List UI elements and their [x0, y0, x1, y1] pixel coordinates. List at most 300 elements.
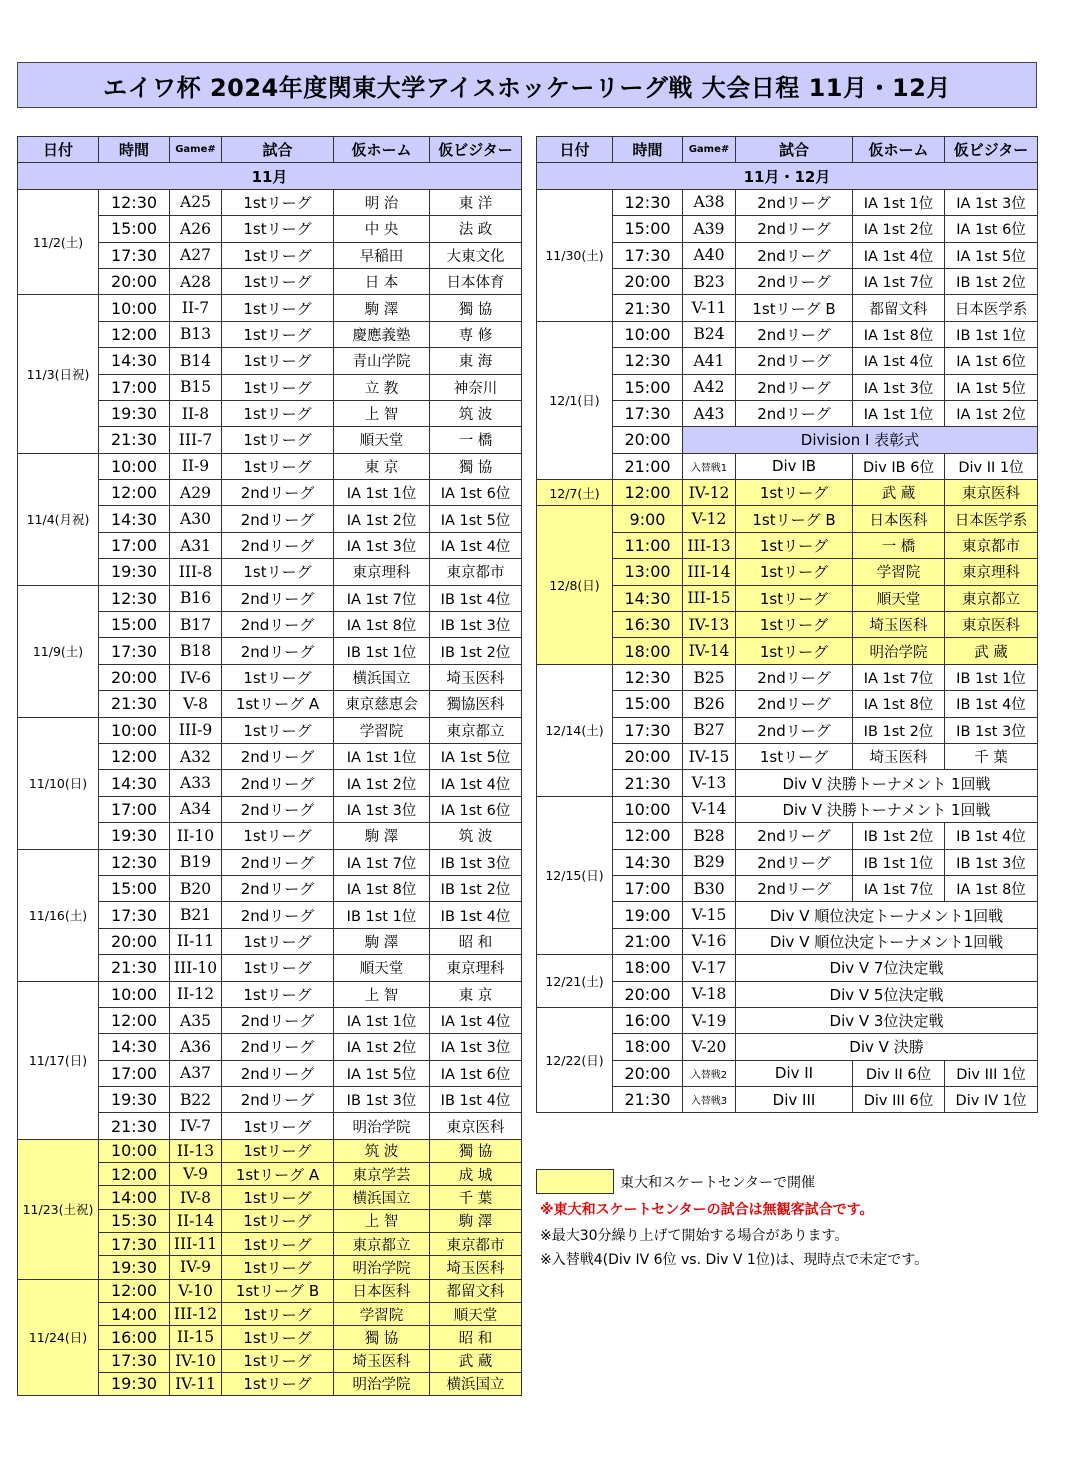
home-team-cell: 慶應義塾 — [334, 321, 430, 347]
time-cell: 16:00 — [99, 1326, 170, 1349]
match-cell: 1stリーグ — [736, 638, 853, 664]
match-cell: 2ndリーグ — [222, 743, 334, 769]
game-number-cell: IV-13 — [683, 612, 736, 638]
home-team-cell: 駒 澤 — [334, 928, 430, 954]
event-cell: Div V 順位決定トーナメント1回戦 — [736, 928, 1038, 954]
date-cell: 12/1(日) — [537, 321, 613, 479]
match-cell: 1stリーグ A — [222, 1163, 334, 1186]
visitor-team-cell: 日本体育 — [430, 268, 522, 294]
game-number-cell: II-10 — [170, 823, 222, 849]
match-cell: 2ndリーグ — [222, 849, 334, 875]
visitor-team-cell: IB 1st 4位 — [430, 1087, 522, 1113]
header-visitor: 仮ビジター — [430, 137, 522, 163]
match-cell: 2ndリーグ — [222, 612, 334, 638]
visitor-team-cell: 駒 澤 — [430, 1209, 522, 1232]
visitor-team-cell: 成 城 — [430, 1163, 522, 1186]
game-number-cell: B29 — [683, 849, 736, 875]
home-team-cell: 青山学院 — [334, 348, 430, 374]
match-cell: 2ndリーグ — [222, 1034, 334, 1060]
game-number-cell: A28 — [170, 268, 222, 294]
visitor-team-cell: 東 洋 — [430, 189, 522, 215]
visitor-team-cell: 順天堂 — [430, 1302, 522, 1325]
time-cell: 21:30 — [613, 1087, 683, 1113]
home-team-cell: IA 1st 7位 — [334, 585, 430, 611]
home-team-cell: IA 1st 4位 — [853, 242, 945, 268]
time-cell: 19:30 — [99, 559, 170, 585]
home-team-cell: IA 1st 7位 — [853, 664, 945, 690]
time-cell: 17:00 — [613, 875, 683, 901]
home-team-cell: 東京都立 — [334, 1233, 430, 1256]
match-cell: 1stリーグ — [222, 1186, 334, 1209]
time-cell: 21:30 — [99, 691, 170, 717]
game-number-cell: III-9 — [170, 717, 222, 743]
match-cell: 1stリーグ — [222, 242, 334, 268]
game-number-cell: V-17 — [683, 955, 736, 981]
home-team-cell: 順天堂 — [334, 955, 430, 981]
match-cell: 2ndリーグ — [222, 770, 334, 796]
home-team-cell: IB 1st 3位 — [334, 1087, 430, 1113]
time-cell: 9:00 — [613, 506, 683, 532]
game-number-cell: B25 — [683, 664, 736, 690]
match-cell: 1stリーグ — [736, 532, 853, 558]
game-number-cell: A37 — [170, 1060, 222, 1086]
date-cell: 12/22(日) — [537, 1007, 613, 1113]
time-cell: 14:00 — [99, 1186, 170, 1209]
game-number-cell: B15 — [170, 374, 222, 400]
match-cell: 1stリーグ — [222, 955, 334, 981]
home-team-cell: 駒 澤 — [334, 823, 430, 849]
match-cell: 1stリーグ — [222, 559, 334, 585]
time-cell: 14:30 — [99, 506, 170, 532]
game-number-cell: A36 — [170, 1034, 222, 1060]
match-cell: 2ndリーグ — [222, 902, 334, 928]
game-number-cell: IV-14 — [683, 638, 736, 664]
visitor-team-cell: IA 1st 6位 — [430, 796, 522, 822]
match-cell: 1stリーグ B — [736, 506, 853, 532]
schedule-row — [537, 242, 1038, 268]
event-cell: Div V 順位決定トーナメント1回戦 — [736, 902, 1038, 928]
time-cell: 18:00 — [613, 638, 683, 664]
match-cell: 1stリーグ — [736, 480, 853, 506]
visitor-team-cell: IA 1st 2位 — [945, 400, 1038, 426]
visitor-team-cell: 埼玉医科 — [430, 1256, 522, 1279]
time-cell: 20:00 — [613, 268, 683, 294]
match-cell: 2ndリーグ — [736, 242, 853, 268]
game-number-cell: B20 — [170, 875, 222, 901]
time-cell: 18:00 — [613, 1034, 683, 1060]
match-cell: Div III — [736, 1087, 853, 1113]
month-row — [537, 163, 1038, 189]
match-cell: 1stリーグ — [222, 1256, 334, 1279]
schedule-row — [18, 981, 522, 1007]
game-number-cell: B21 — [170, 902, 222, 928]
match-cell: 1stリーグ — [222, 1372, 334, 1395]
date-cell: 11/23(土祝) — [18, 1139, 99, 1279]
time-cell: 14:00 — [99, 1302, 170, 1325]
date-cell: 11/16(土) — [18, 849, 99, 981]
time-cell: 15:00 — [613, 374, 683, 400]
header-game: Game# — [170, 137, 222, 163]
match-cell: 1stリーグ — [222, 427, 334, 453]
visitor-team-cell: 千 葉 — [945, 743, 1038, 769]
home-team-cell: 筑 波 — [334, 1139, 430, 1162]
visitor-team-cell: IA 1st 5位 — [945, 242, 1038, 268]
time-cell: 10:00 — [99, 295, 170, 321]
game-number-cell: II-12 — [170, 981, 222, 1007]
game-number-cell: III-8 — [170, 559, 222, 585]
month-label: 11月 — [18, 163, 522, 189]
match-cell: 1stリーグ — [222, 374, 334, 400]
game-number-cell: B28 — [683, 823, 736, 849]
home-team-cell: 明治学院 — [334, 1113, 430, 1139]
time-cell: 21:30 — [613, 770, 683, 796]
event-cell: Div V 決勝 — [736, 1034, 1038, 1060]
game-number-cell: IV-6 — [170, 664, 222, 690]
visitor-team-cell: 獨 協 — [430, 453, 522, 479]
visitor-team-cell: IA 1st 6位 — [430, 1060, 522, 1086]
time-cell: 10:00 — [99, 717, 170, 743]
match-cell: 1stリーグ — [222, 1349, 334, 1372]
game-number-cell: A35 — [170, 1007, 222, 1033]
home-team-cell: 明 治 — [334, 189, 430, 215]
time-cell: 12:30 — [613, 348, 683, 374]
visitor-team-cell: IB 1st 3位 — [430, 612, 522, 638]
time-cell: 19:30 — [99, 1256, 170, 1279]
visitor-team-cell: 東京理科 — [430, 955, 522, 981]
time-cell: 13:00 — [613, 559, 683, 585]
visitor-team-cell: 武 蔵 — [945, 638, 1038, 664]
schedule-row — [537, 321, 1038, 347]
header-row — [537, 137, 1038, 163]
visitor-team-cell: 東京理科 — [945, 559, 1038, 585]
home-team-cell: IA 1st 2位 — [334, 1034, 430, 1060]
visitor-team-cell: 一 橋 — [430, 427, 522, 453]
home-team-cell: IA 1st 4位 — [853, 348, 945, 374]
time-cell: 17:30 — [99, 1349, 170, 1372]
game-number-cell: B22 — [170, 1087, 222, 1113]
time-cell: 17:30 — [99, 638, 170, 664]
time-cell: 12:30 — [99, 189, 170, 215]
time-cell: 12:00 — [99, 480, 170, 506]
visitor-team-cell: Div IV 1位 — [945, 1087, 1038, 1113]
time-cell: 14:30 — [99, 770, 170, 796]
visitor-team-cell: 東京医科 — [945, 480, 1038, 506]
header-date: 日付 — [537, 137, 613, 163]
visitor-team-cell: IB 1st 4位 — [945, 691, 1038, 717]
time-cell: 12:00 — [99, 1163, 170, 1186]
visitor-team-cell: IA 1st 5位 — [945, 374, 1038, 400]
no-spectators-note: ※東大和スケートセンターの試合は無観客試合です。 — [540, 1202, 874, 1218]
match-cell: 2ndリーグ — [736, 849, 853, 875]
time-cell: 19:30 — [99, 400, 170, 426]
home-team-cell: 一 橋 — [853, 532, 945, 558]
header-home: 仮ホーム — [853, 137, 945, 163]
match-cell: 2ndリーグ — [736, 189, 853, 215]
home-team-cell: 明治学院 — [334, 1256, 430, 1279]
game-number-cell: III-7 — [170, 427, 222, 453]
date-cell: 11/10(日) — [18, 717, 99, 849]
game-number-cell: A41 — [683, 348, 736, 374]
home-team-cell: 早稲田 — [334, 242, 430, 268]
schedule-row — [537, 559, 1038, 585]
match-cell: 1stリーグ B — [736, 295, 853, 321]
time-cell: 17:30 — [99, 1233, 170, 1256]
undecided-note: ※入替戦4(Div IV 6位 vs. Div V 1位)は、現時点で未定です。 — [540, 1252, 929, 1268]
schedule-row — [537, 189, 1038, 215]
match-cell: 1stリーグ — [222, 1302, 334, 1325]
visitor-team-cell: 日本医学系 — [945, 506, 1038, 532]
visitor-team-cell: 獨協医科 — [430, 691, 522, 717]
time-cell: 20:00 — [613, 981, 683, 1007]
match-cell: 1stリーグ — [222, 1326, 334, 1349]
time-cell: 15:00 — [613, 691, 683, 717]
game-number-cell: A29 — [170, 480, 222, 506]
home-team-cell: IA 1st 2位 — [334, 506, 430, 532]
time-cell: 12:00 — [99, 1007, 170, 1033]
game-number-cell: III-15 — [683, 585, 736, 611]
match-cell: 1stリーグ — [222, 1233, 334, 1256]
time-cell: 10:00 — [99, 981, 170, 1007]
home-team-cell: IA 1st 7位 — [853, 268, 945, 294]
visitor-team-cell: 獨 協 — [430, 295, 522, 321]
time-cell: 15:30 — [99, 1209, 170, 1232]
match-cell: 1stリーグ — [222, 981, 334, 1007]
game-number-cell: A34 — [170, 796, 222, 822]
schedule-row — [537, 532, 1038, 558]
visitor-team-cell: IB 1st 4位 — [430, 585, 522, 611]
game-number-cell: B27 — [683, 717, 736, 743]
schedule-row — [537, 348, 1038, 374]
game-number-cell: V-19 — [683, 1007, 736, 1033]
home-team-cell: IA 1st 1位 — [334, 743, 430, 769]
match-cell: 1stリーグ — [222, 717, 334, 743]
game-number-cell: V-13 — [683, 770, 736, 796]
time-cell: 12:00 — [613, 823, 683, 849]
time-cell: 17:30 — [613, 242, 683, 268]
visitor-team-cell: IB 1st 4位 — [945, 823, 1038, 849]
game-number-cell: A38 — [683, 189, 736, 215]
month-label: 11月・12月 — [537, 163, 1038, 189]
home-team-cell: IA 1st 3位 — [334, 796, 430, 822]
home-team-cell: 東京理科 — [334, 559, 430, 585]
time-cell: 12:30 — [613, 189, 683, 215]
game-number-cell: A33 — [170, 770, 222, 796]
home-team-cell: IA 1st 3位 — [334, 532, 430, 558]
game-number-cell: B24 — [683, 321, 736, 347]
schedule-row — [18, 717, 522, 743]
schedule-row — [537, 796, 1038, 822]
schedule-row — [537, 1034, 1038, 1060]
time-cell: 19:30 — [99, 823, 170, 849]
time-cell: 18:00 — [613, 955, 683, 981]
game-number-cell: IV-9 — [170, 1256, 222, 1279]
home-team-cell: 埼玉医科 — [334, 1349, 430, 1372]
home-team-cell: IA 1st 1位 — [334, 480, 430, 506]
visitor-team-cell: IB 1st 2位 — [430, 638, 522, 664]
schedule-row — [537, 955, 1038, 981]
match-cell: 2ndリーグ — [222, 1007, 334, 1033]
game-number-cell: B13 — [170, 321, 222, 347]
award-cell: Division I 表彰式 — [683, 427, 1038, 453]
match-cell: 1stリーグ — [222, 216, 334, 242]
game-number-cell: II-8 — [170, 400, 222, 426]
date-cell: 11/30(土) — [537, 189, 613, 321]
match-cell: 1stリーグ — [736, 585, 853, 611]
match-cell: 2ndリーグ — [736, 268, 853, 294]
game-number-cell: A31 — [170, 532, 222, 558]
match-cell: 2ndリーグ — [222, 875, 334, 901]
match-cell: 1stリーグ — [222, 295, 334, 321]
time-cell: 19:30 — [99, 1087, 170, 1113]
home-team-cell: 上 智 — [334, 981, 430, 1007]
time-cell: 17:00 — [99, 374, 170, 400]
home-team-cell: 上 智 — [334, 1209, 430, 1232]
match-cell: 2ndリーグ — [736, 400, 853, 426]
schedule-row — [537, 638, 1038, 664]
match-cell: 1stリーグ — [222, 1139, 334, 1162]
home-team-cell: IA 1st 3位 — [853, 374, 945, 400]
schedule-row — [537, 506, 1038, 532]
header-row — [18, 137, 522, 163]
home-team-cell: 順天堂 — [334, 427, 430, 453]
visitor-team-cell: 専 修 — [430, 321, 522, 347]
match-cell: 2ndリーグ — [222, 796, 334, 822]
game-number-cell: II-15 — [170, 1326, 222, 1349]
game-number-cell: V-9 — [170, 1163, 222, 1186]
date-cell: 11/3(日祝) — [18, 295, 99, 453]
event-cell: Div V 決勝トーナメント 1回戦 — [736, 796, 1038, 822]
game-number-cell: II-7 — [170, 295, 222, 321]
visitor-team-cell: 東京都立 — [945, 585, 1038, 611]
match-cell: 2ndリーグ — [736, 348, 853, 374]
game-number-cell: III-13 — [683, 532, 736, 558]
game-number-cell: II-11 — [170, 928, 222, 954]
visitor-team-cell: IA 1st 5位 — [430, 743, 522, 769]
visitor-team-cell: IB 1st 1位 — [945, 664, 1038, 690]
schedule-row — [537, 453, 1038, 479]
game-number-cell: IV-11 — [170, 1372, 222, 1395]
game-number-cell: V-11 — [683, 295, 736, 321]
match-cell: 1stリーグ — [222, 268, 334, 294]
game-number-cell: III-11 — [170, 1233, 222, 1256]
time-cell: 20:00 — [613, 427, 683, 453]
home-team-cell: IA 1st 5位 — [334, 1060, 430, 1086]
home-team-cell: 明治学院 — [334, 1372, 430, 1395]
match-cell: 2ndリーグ — [736, 664, 853, 690]
visitor-team-cell: 法 政 — [430, 216, 522, 242]
game-number-cell: IV-15 — [683, 743, 736, 769]
schedule-row — [18, 1279, 522, 1302]
visitor-team-cell: 東京都立 — [430, 717, 522, 743]
match-cell: 2ndリーグ — [736, 717, 853, 743]
schedule-row — [537, 875, 1038, 901]
home-team-cell: 東 京 — [334, 453, 430, 479]
visitor-team-cell: IB 1st 3位 — [945, 849, 1038, 875]
time-cell: 19:00 — [613, 902, 683, 928]
home-team-cell: IA 1st 8位 — [334, 612, 430, 638]
match-cell: 2ndリーグ — [736, 216, 853, 242]
schedule-row — [537, 612, 1038, 638]
home-team-cell: 日本医科 — [853, 506, 945, 532]
match-cell: 2ndリーグ — [222, 506, 334, 532]
home-team-cell: IA 1st 8位 — [853, 691, 945, 717]
time-cell: 17:00 — [99, 796, 170, 822]
schedule-row — [537, 928, 1038, 954]
home-team-cell: IB 1st 1位 — [334, 638, 430, 664]
visitor-team-cell: IA 1st 4位 — [430, 532, 522, 558]
game-number-cell: IV-12 — [683, 480, 736, 506]
home-team-cell: 東京学芸 — [334, 1163, 430, 1186]
visitor-team-cell: IA 1st 8位 — [945, 875, 1038, 901]
schedule-row — [537, 480, 1038, 506]
home-team-cell: IB 1st 2位 — [853, 717, 945, 743]
schedule-row — [537, 691, 1038, 717]
game-number-cell: B14 — [170, 348, 222, 374]
schedule-row — [18, 585, 522, 611]
visitor-team-cell: IA 1st 3位 — [430, 1034, 522, 1060]
schedule-row — [537, 268, 1038, 294]
visitor-team-cell: 昭 和 — [430, 928, 522, 954]
header-match: 試合 — [222, 137, 334, 163]
home-team-cell: IB 1st 2位 — [853, 823, 945, 849]
event-cell: Div V 7位決定戦 — [736, 955, 1038, 981]
visitor-team-cell: IB 1st 3位 — [945, 717, 1038, 743]
date-cell: 11/17(日) — [18, 981, 99, 1139]
header-home: 仮ホーム — [334, 137, 430, 163]
game-number-cell: B26 — [683, 691, 736, 717]
home-team-cell: IA 1st 7位 — [334, 849, 430, 875]
time-cell: 16:30 — [613, 612, 683, 638]
match-cell: 1stリーグ — [222, 321, 334, 347]
time-cell: 17:00 — [99, 1060, 170, 1086]
game-number-cell: B16 — [170, 585, 222, 611]
time-cell: 17:30 — [613, 400, 683, 426]
schedule-row — [537, 427, 1038, 453]
visitor-team-cell: IB 1st 2位 — [430, 875, 522, 901]
date-cell: 12/14(土) — [537, 664, 613, 796]
home-team-cell: 武 蔵 — [853, 480, 945, 506]
time-cell: 12:00 — [99, 1279, 170, 1302]
match-cell: 2ndリーグ — [222, 585, 334, 611]
game-number-cell: IV-10 — [170, 1349, 222, 1372]
match-cell: 1stリーグ — [222, 664, 334, 690]
time-cell: 12:00 — [99, 743, 170, 769]
match-cell: 1stリーグ — [222, 400, 334, 426]
time-cell: 21:00 — [613, 928, 683, 954]
visitor-team-cell: 武 蔵 — [430, 1349, 522, 1372]
visitor-team-cell: IB 1st 4位 — [430, 902, 522, 928]
home-team-cell: 立 教 — [334, 374, 430, 400]
game-number-cell: A27 — [170, 242, 222, 268]
schedule-row — [537, 717, 1038, 743]
match-cell: 1stリーグ — [222, 453, 334, 479]
game-number-cell: A32 — [170, 743, 222, 769]
visitor-team-cell: 都留文科 — [430, 1279, 522, 1302]
game-number-cell: II-14 — [170, 1209, 222, 1232]
home-team-cell: 横浜国立 — [334, 664, 430, 690]
visitor-team-cell: 神奈川 — [430, 374, 522, 400]
home-team-cell: IA 1st 7位 — [853, 875, 945, 901]
game-number-cell: B30 — [683, 875, 736, 901]
match-cell: 2ndリーグ — [736, 691, 853, 717]
visitor-team-cell: Div III 1位 — [945, 1060, 1038, 1086]
date-cell: 11/4(月祝) — [18, 453, 99, 585]
schedule-row — [537, 664, 1038, 690]
match-cell: 2ndリーグ — [222, 532, 334, 558]
game-number-cell: B18 — [170, 638, 222, 664]
home-team-cell: 都留文科 — [853, 295, 945, 321]
time-cell: 15:00 — [99, 875, 170, 901]
